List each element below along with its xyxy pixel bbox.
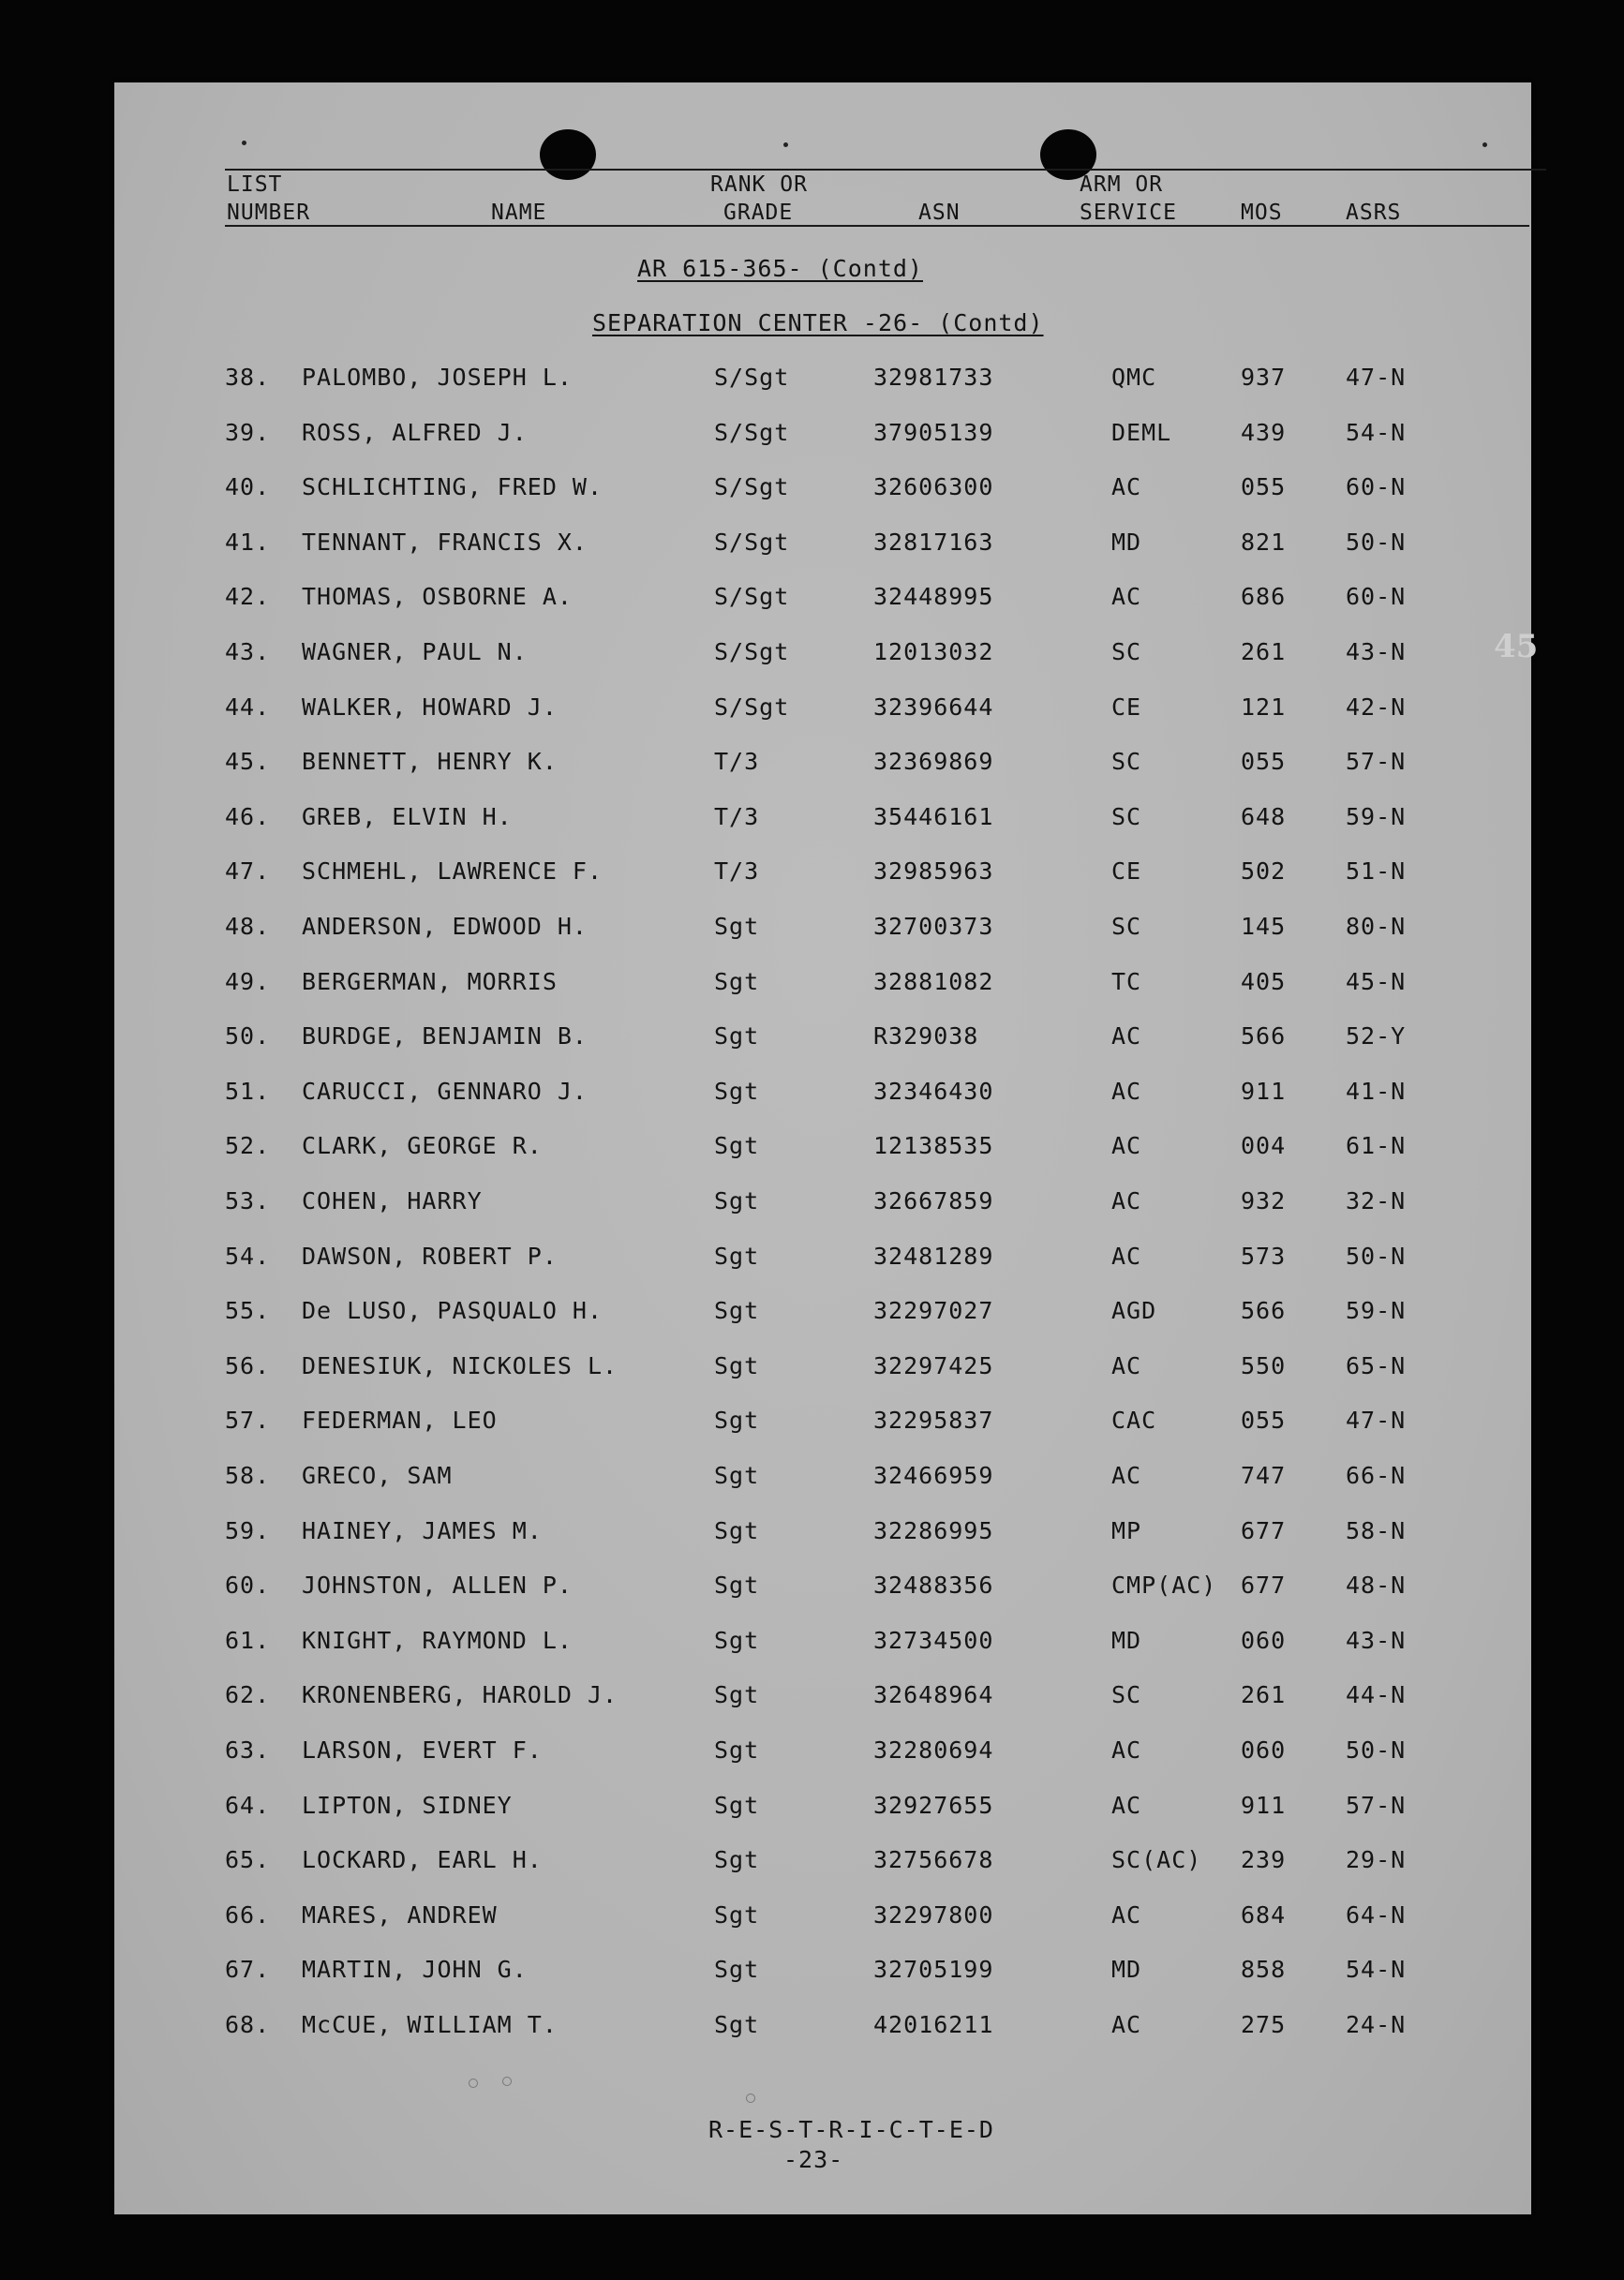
- row-name: LIPTON, SIDNEY: [302, 1792, 513, 1819]
- speck: [1482, 142, 1487, 147]
- header-asn: ASN: [918, 201, 961, 225]
- row-rank: T/3: [714, 748, 760, 775]
- header-list-number-line1: LIST: [227, 172, 283, 197]
- row-asn: 32667859: [873, 1187, 994, 1215]
- table-row: [114, 1903, 1531, 1941]
- row-rank: Sgt: [714, 1462, 760, 1489]
- row-asn: 32448995: [873, 583, 994, 610]
- row-asrs: 59-N: [1346, 803, 1407, 830]
- row-asn: 42016211: [873, 2011, 994, 2038]
- row-mos: 055: [1241, 748, 1287, 775]
- row-asrs: 45-N: [1346, 968, 1407, 995]
- row-asrs: 65-N: [1346, 1352, 1407, 1379]
- row-name: BENNETT, HENRY K.: [302, 748, 558, 775]
- row-asn: 32481289: [873, 1243, 994, 1270]
- row-arm: AGD: [1111, 1297, 1157, 1324]
- row-name: CARUCCI, GENNARO J.: [302, 1078, 588, 1105]
- table-row: [114, 1408, 1531, 1446]
- table-row: [114, 1464, 1531, 1501]
- row-name: HAINEY, JAMES M.: [302, 1517, 543, 1544]
- row-rank: Sgt: [714, 2011, 760, 2038]
- row-arm: CMP(AC): [1111, 1572, 1217, 1599]
- row-arm: DEML: [1111, 419, 1172, 446]
- row-asrs: 32-N: [1346, 1187, 1407, 1215]
- row-arm: AC: [1111, 1901, 1142, 1929]
- row-asn: R329038: [873, 1022, 979, 1050]
- row-asrs: 44-N: [1346, 1681, 1407, 1708]
- row-asrs: 50-N: [1346, 529, 1407, 556]
- row-arm: SC: [1111, 748, 1142, 775]
- row-asn: 35446161: [873, 803, 994, 830]
- row-mos: 573: [1241, 1243, 1287, 1270]
- table-row: [114, 970, 1531, 1007]
- row-asrs: 47-N: [1346, 364, 1407, 391]
- row-asrs: 59-N: [1346, 1297, 1407, 1324]
- row-rank: Sgt: [714, 968, 760, 995]
- row-rank: Sgt: [714, 1792, 760, 1819]
- row-rank: S/Sgt: [714, 638, 790, 665]
- row-name: LARSON, EVERT F.: [302, 1736, 543, 1764]
- row-arm: SC: [1111, 803, 1142, 830]
- row-name: WALKER, HOWARD J.: [302, 693, 558, 721]
- row-rank: S/Sgt: [714, 529, 790, 556]
- row-asrs: 58-N: [1346, 1517, 1407, 1544]
- row-name: SCHMEHL, LAWRENCE F.: [302, 857, 603, 885]
- row-rank: S/Sgt: [714, 693, 790, 721]
- header-arm-line2: SERVICE: [1080, 201, 1177, 225]
- row-number: 40.: [225, 473, 271, 500]
- row-number: 41.: [225, 529, 271, 556]
- table-row: [114, 640, 1531, 678]
- table-row: [114, 1848, 1531, 1885]
- row-number: 46.: [225, 803, 271, 830]
- row-arm: MD: [1111, 1956, 1142, 1983]
- table-row: [114, 1244, 1531, 1282]
- subsection-title: SEPARATION CENTER -26- (Contd): [592, 309, 1044, 336]
- row-rank: Sgt: [714, 1078, 760, 1105]
- row-rank: Sgt: [714, 1901, 760, 1929]
- row-rank: T/3: [714, 803, 760, 830]
- row-asn: 32466959: [873, 1462, 994, 1489]
- row-mos: 911: [1241, 1078, 1287, 1105]
- row-mos: 275: [1241, 2011, 1287, 2038]
- table-row: [114, 1299, 1531, 1336]
- row-arm: AC: [1111, 1462, 1142, 1489]
- table-row: [114, 915, 1531, 952]
- row-number: 58.: [225, 1462, 271, 1489]
- row-asn: 32817163: [873, 529, 994, 556]
- row-asn: 32981733: [873, 364, 994, 391]
- row-rank: Sgt: [714, 1572, 760, 1599]
- header-arm-line1: ARM OR: [1080, 172, 1164, 197]
- row-asn: 32297027: [873, 1297, 994, 1324]
- row-mos: 055: [1241, 1407, 1287, 1434]
- row-name: TENNANT, FRANCIS X.: [302, 529, 588, 556]
- row-rank: T/3: [714, 857, 760, 885]
- row-mos: 566: [1241, 1022, 1287, 1050]
- header-rank-line2: GRADE: [723, 201, 794, 225]
- row-mos: 747: [1241, 1462, 1287, 1489]
- table-row: [114, 695, 1531, 733]
- row-asn: 32606300: [873, 473, 994, 500]
- row-number: 66.: [225, 1901, 271, 1929]
- row-number: 68.: [225, 2011, 271, 2038]
- row-asrs: 66-N: [1346, 1462, 1407, 1489]
- row-arm: AC: [1111, 2011, 1142, 2038]
- row-name: CLARK, GEORGE R.: [302, 1132, 543, 1159]
- row-asn: 32705199: [873, 1956, 994, 1983]
- table-row: [114, 1080, 1531, 1117]
- row-number: 62.: [225, 1681, 271, 1708]
- table-row: [114, 2013, 1531, 2050]
- row-mos: 677: [1241, 1572, 1287, 1599]
- row-asrs: 24-N: [1346, 2011, 1407, 2038]
- row-mos: 439: [1241, 419, 1287, 446]
- table-row: [114, 1134, 1531, 1171]
- row-arm: MP: [1111, 1517, 1142, 1544]
- row-number: 49.: [225, 968, 271, 995]
- row-arm: SC: [1111, 1681, 1142, 1708]
- table-row: [114, 1738, 1531, 1776]
- row-arm: MD: [1111, 529, 1142, 556]
- row-number: 60.: [225, 1572, 271, 1599]
- row-mos: 145: [1241, 913, 1287, 940]
- row-name: DENESIUK, NICKOLES L.: [302, 1352, 618, 1379]
- row-name: MARES, ANDREW: [302, 1901, 498, 1929]
- table-row: [114, 1354, 1531, 1392]
- row-mos: 648: [1241, 803, 1287, 830]
- row-number: 39.: [225, 419, 271, 446]
- row-arm: AC: [1111, 473, 1142, 500]
- row-arm: TC: [1111, 968, 1142, 995]
- row-name: DAWSON, ROBERT P.: [302, 1243, 558, 1270]
- row-rank: Sgt: [714, 1681, 760, 1708]
- row-asn: 32295837: [873, 1407, 994, 1434]
- row-rank: Sgt: [714, 1956, 760, 1983]
- row-rank: Sgt: [714, 1736, 760, 1764]
- row-rank: Sgt: [714, 1297, 760, 1324]
- punch-hole-left: [540, 129, 596, 180]
- row-number: 64.: [225, 1792, 271, 1819]
- row-name: McCUE, WILLIAM T.: [302, 2011, 558, 2038]
- row-asrs: 60-N: [1346, 473, 1407, 500]
- row-name: MARTIN, JOHN G.: [302, 1956, 528, 1983]
- table-row: [114, 475, 1531, 513]
- row-asrs: 43-N: [1346, 1627, 1407, 1654]
- table-row: [114, 1573, 1531, 1611]
- row-arm: SC: [1111, 638, 1142, 665]
- row-rank: Sgt: [714, 913, 760, 940]
- row-arm: AC: [1111, 1736, 1142, 1764]
- row-rank: Sgt: [714, 1846, 760, 1873]
- row-number: 47.: [225, 857, 271, 885]
- row-number: 50.: [225, 1022, 271, 1050]
- row-mos: 055: [1241, 473, 1287, 500]
- row-mos: 550: [1241, 1352, 1287, 1379]
- row-number: 67.: [225, 1956, 271, 1983]
- row-rank: S/Sgt: [714, 473, 790, 500]
- row-name: PALOMBO, JOSEPH L.: [302, 364, 573, 391]
- row-name: BERGERMAN, MORRIS: [302, 968, 558, 995]
- speck: [469, 2079, 478, 2088]
- row-asn: 32700373: [873, 913, 994, 940]
- row-asrs: 64-N: [1346, 1901, 1407, 1929]
- row-arm: CE: [1111, 693, 1142, 721]
- row-rank: Sgt: [714, 1352, 760, 1379]
- row-name: GRECO, SAM: [302, 1462, 453, 1489]
- row-name: ROSS, ALFRED J.: [302, 419, 528, 446]
- row-rank: Sgt: [714, 1517, 760, 1544]
- row-arm: AC: [1111, 1078, 1142, 1105]
- row-mos: 004: [1241, 1132, 1287, 1159]
- table-row: [114, 859, 1531, 897]
- row-number: 52.: [225, 1132, 271, 1159]
- row-rank: S/Sgt: [714, 364, 790, 391]
- row-rank: S/Sgt: [714, 419, 790, 446]
- header-rule-bottom: [225, 225, 1529, 227]
- table-row: [114, 1519, 1531, 1557]
- row-asrs: 43-N: [1346, 638, 1407, 665]
- row-mos: 686: [1241, 583, 1287, 610]
- row-arm: CAC: [1111, 1407, 1157, 1434]
- row-asn: 32369869: [873, 748, 994, 775]
- row-mos: 932: [1241, 1187, 1287, 1215]
- row-asn: 32286995: [873, 1517, 994, 1544]
- margin-mark: 45: [1494, 628, 1539, 665]
- row-name: BURDGE, BENJAMIN B.: [302, 1022, 588, 1050]
- table-row: [114, 421, 1531, 458]
- row-asn: 32734500: [873, 1627, 994, 1654]
- row-arm: SC: [1111, 913, 1142, 940]
- row-arm: AC: [1111, 1243, 1142, 1270]
- row-rank: Sgt: [714, 1187, 760, 1215]
- row-asrs: 48-N: [1346, 1572, 1407, 1599]
- row-number: 53.: [225, 1187, 271, 1215]
- row-name: THOMAS, OSBORNE A.: [302, 583, 573, 610]
- row-name: GREB, ELVIN H.: [302, 803, 513, 830]
- row-rank: Sgt: [714, 1407, 760, 1434]
- table-row: [114, 1683, 1531, 1721]
- row-asrs: 60-N: [1346, 583, 1407, 610]
- row-name: SCHLICHTING, FRED W.: [302, 473, 603, 500]
- row-asrs: 50-N: [1346, 1736, 1407, 1764]
- row-name: KRONENBERG, HAROLD J.: [302, 1681, 618, 1708]
- row-number: 43.: [225, 638, 271, 665]
- row-number: 61.: [225, 1627, 271, 1654]
- row-mos: 261: [1241, 638, 1287, 665]
- table-row: [114, 750, 1531, 787]
- speck: [783, 142, 788, 147]
- header-rule-top: [225, 169, 1546, 171]
- header-name: NAME: [491, 201, 547, 225]
- row-number: 45.: [225, 748, 271, 775]
- row-number: 54.: [225, 1243, 271, 1270]
- row-mos: 121: [1241, 693, 1287, 721]
- table-row: [114, 1629, 1531, 1666]
- row-asn: 32297800: [873, 1901, 994, 1929]
- row-mos: 684: [1241, 1901, 1287, 1929]
- row-asn: 32488356: [873, 1572, 994, 1599]
- row-asrs: 47-N: [1346, 1407, 1407, 1434]
- row-number: 55.: [225, 1297, 271, 1324]
- row-name: WAGNER, PAUL N.: [302, 638, 528, 665]
- section-title: AR 615-365- (Contd): [637, 255, 923, 282]
- row-arm: CE: [1111, 857, 1142, 885]
- table-row: [114, 1958, 1531, 1995]
- row-asrs: 29-N: [1346, 1846, 1407, 1873]
- row-asrs: 54-N: [1346, 1956, 1407, 1983]
- row-mos: 821: [1241, 529, 1287, 556]
- row-asn: 32927655: [873, 1792, 994, 1819]
- row-number: 51.: [225, 1078, 271, 1105]
- table-row: [114, 1024, 1531, 1062]
- table-row: [114, 1794, 1531, 1831]
- row-rank: S/Sgt: [714, 583, 790, 610]
- speck: [746, 2094, 755, 2103]
- row-asn: 12138535: [873, 1132, 994, 1159]
- row-asn: 32297425: [873, 1352, 994, 1379]
- row-mos: 060: [1241, 1736, 1287, 1764]
- row-mos: 405: [1241, 968, 1287, 995]
- row-arm: AC: [1111, 1792, 1142, 1819]
- row-name: JOHNSTON, ALLEN P.: [302, 1572, 573, 1599]
- row-asn: 32985963: [873, 857, 994, 885]
- row-asn: 32648964: [873, 1681, 994, 1708]
- row-asn: 32881082: [873, 968, 994, 995]
- row-number: 56.: [225, 1352, 271, 1379]
- speck: [242, 141, 246, 145]
- footer-classification: R-E-S-T-R-I-C-T-E-D: [708, 2116, 994, 2143]
- row-mos: 502: [1241, 857, 1287, 885]
- row-rank: Sgt: [714, 1243, 760, 1270]
- row-arm: AC: [1111, 1132, 1142, 1159]
- row-asrs: 54-N: [1346, 419, 1407, 446]
- header-mos: MOS: [1241, 201, 1283, 225]
- row-asrs: 61-N: [1346, 1132, 1407, 1159]
- row-number: 63.: [225, 1736, 271, 1764]
- row-arm: AC: [1111, 1352, 1142, 1379]
- row-arm: MD: [1111, 1627, 1142, 1654]
- row-name: FEDERMAN, LEO: [302, 1407, 498, 1434]
- row-rank: Sgt: [714, 1132, 760, 1159]
- row-asrs: 52-Y: [1346, 1022, 1407, 1050]
- row-name: COHEN, HARRY: [302, 1187, 483, 1215]
- table-row: [114, 1189, 1531, 1227]
- row-name: LOCKARD, EARL H.: [302, 1846, 543, 1873]
- row-arm: AC: [1111, 1187, 1142, 1215]
- row-asn: 12013032: [873, 638, 994, 665]
- row-arm: AC: [1111, 583, 1142, 610]
- row-rank: Sgt: [714, 1627, 760, 1654]
- row-asrs: 42-N: [1346, 693, 1407, 721]
- row-asrs: 50-N: [1346, 1243, 1407, 1270]
- row-asrs: 80-N: [1346, 913, 1407, 940]
- table-row: [114, 365, 1531, 403]
- row-number: 42.: [225, 583, 271, 610]
- row-arm: SC(AC): [1111, 1846, 1202, 1873]
- row-asn: 32280694: [873, 1736, 994, 1764]
- row-asrs: 57-N: [1346, 1792, 1407, 1819]
- row-name: KNIGHT, RAYMOND L.: [302, 1627, 573, 1654]
- row-asrs: 41-N: [1346, 1078, 1407, 1105]
- row-mos: 911: [1241, 1792, 1287, 1819]
- row-name: ANDERSON, EDWOOD H.: [302, 913, 588, 940]
- row-mos: 677: [1241, 1517, 1287, 1544]
- header-asrs: ASRS: [1346, 201, 1402, 225]
- row-number: 48.: [225, 913, 271, 940]
- row-number: 59.: [225, 1517, 271, 1544]
- table-row: [114, 530, 1531, 568]
- table-row: [114, 585, 1531, 622]
- speck: [502, 2077, 512, 2086]
- row-mos: 239: [1241, 1846, 1287, 1873]
- table-row: [114, 805, 1531, 842]
- row-rank: Sgt: [714, 1022, 760, 1050]
- row-number: 65.: [225, 1846, 271, 1873]
- row-number: 38.: [225, 364, 271, 391]
- row-mos: 060: [1241, 1627, 1287, 1654]
- header-rank-line1: RANK OR: [710, 172, 808, 197]
- row-number: 57.: [225, 1407, 271, 1434]
- row-mos: 566: [1241, 1297, 1287, 1324]
- row-asn: 32346430: [873, 1078, 994, 1105]
- row-arm: AC: [1111, 1022, 1142, 1050]
- row-asrs: 51-N: [1346, 857, 1407, 885]
- row-mos: 261: [1241, 1681, 1287, 1708]
- row-asn: 32396644: [873, 693, 994, 721]
- row-arm: QMC: [1111, 364, 1157, 391]
- footer-page-number: -23-: [783, 2146, 844, 2173]
- document-page: [114, 82, 1531, 2214]
- row-asn: 32756678: [873, 1846, 994, 1873]
- row-mos: 858: [1241, 1956, 1287, 1983]
- row-mos: 937: [1241, 364, 1287, 391]
- row-name: De LUSO, PASQUALO H.: [302, 1297, 603, 1324]
- row-number: 44.: [225, 693, 271, 721]
- row-asrs: 57-N: [1346, 748, 1407, 775]
- header-list-number-line2: NUMBER: [227, 201, 311, 225]
- row-asn: 37905139: [873, 419, 994, 446]
